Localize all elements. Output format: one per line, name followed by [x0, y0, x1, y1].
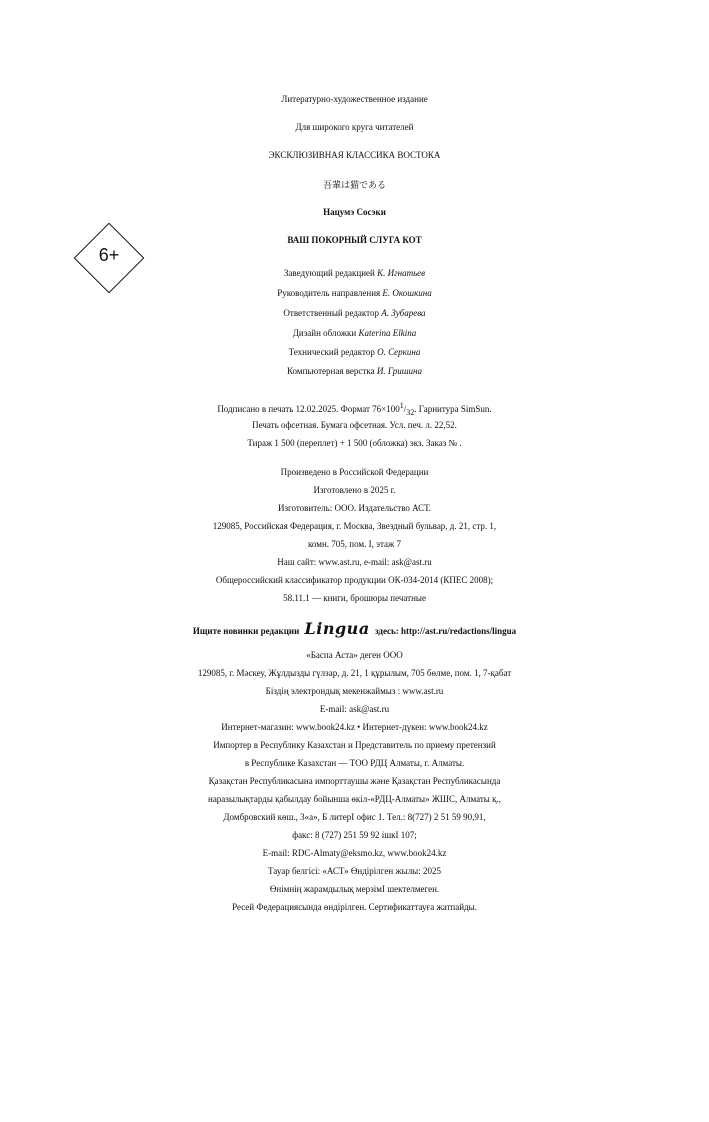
age-rating-label: 6+ — [98, 245, 120, 265]
credit-line: Руководитель направления Е. Окошкина — [277, 288, 432, 298]
kazakh-line: Импортер в Республику Казахстан и Представитель по приему претензий — [213, 740, 496, 750]
lingua-promo: Ищите новинки редакции Lingua здесь: http://ast.ru/redactions/lingua — [192, 619, 517, 638]
print-run: Тираж 1 500 (переплет) + 1 500 (обложка) экз. Заказ № . — [247, 438, 462, 448]
kazakh-line: E-mail: RDC-Almaty@eksmo.kz, www.book24.kz — [262, 848, 447, 858]
kazakh-line: Ресей Федерациясында өндірілген. Сертификаттауға жатпайды. — [232, 902, 477, 912]
print-format: Подписано в печать 12.02.2025. Формат $76\times 100^1/_{32}$. Гарнитура SimSun. — [217, 401, 492, 417]
book-title: ВАШ ПОКОРНЫЙ СЛУГА КОТ — [287, 235, 422, 245]
series-name: ЭКСКЛЮЗИВНАЯ КЛАССИКА ВОСТОКА — [268, 150, 441, 160]
kazakh-line: 129085, г. Мәскеу, Жұлдызды гүлзар, д. 21, 1 құрылым, 705 бөлме, пом. 1, 7-қабат — [197, 668, 512, 678]
production-line: 129085, Российская Федерация, г. Москва, Звездный бульвар, д. 21, стр. 1, — [212, 521, 497, 531]
kazakh-line: Өнімнің жарамдылық мерзімІ шектелмеген. — [269, 884, 440, 894]
audience: Для широкого круга читателей — [295, 122, 414, 132]
credit-line: Заведующий редакцией К. Игнатьев — [283, 268, 426, 278]
production-line: Изготовитель: ООО. Издательство АСТ. — [277, 503, 432, 513]
production-line: Наш сайт: www.ast.ru, e-mail: ask@ast.ru — [277, 557, 432, 567]
kazakh-line: Домбровский көш., 3«а», Б литерІ офис 1. Тел.: 8(727) 2 51 59 90,91, — [223, 812, 486, 822]
author-name: Нацумэ Сосэки — [323, 207, 386, 217]
kazakh-line: E-mail: ask@ast.ru — [319, 704, 390, 714]
kazakh-line: Қазақстан Республикасына импорттаушы және Қазақстан Республикасында — [208, 776, 501, 786]
credit-line: Дизайн обложки Katerina Elkina — [292, 328, 417, 338]
kazakh-line: Біздің электрондық мекенжаймыз : www.ast.ru — [265, 686, 444, 696]
production-line: Общероссийский классификатор продукции ОК-034-2014 (КПЕС 2008); — [215, 575, 494, 585]
kazakh-line: факс: 8 (727) 251 59 92 ішкІ 107; — [292, 830, 417, 840]
credit-line: Технический редактор О. Серкина — [288, 347, 421, 357]
lingua-logo: Lingua — [304, 619, 370, 638]
production-line: комн. 705, пом. I, этаж 7 — [308, 539, 401, 549]
kazakh-line: наразылықтарды қабылдау бойынша өкіл-«РДЦ-Алматы» ЖШС, Алматы қ., — [208, 794, 501, 804]
credit-line: Ответственный редактор А. Зубарева — [283, 308, 426, 318]
kazakh-line: Интернет-магазин: www.book24.kz • Интернет-дүкен: www.book24.kz — [221, 722, 488, 732]
production-line: 58.11.1 — книги, брошюры печатные — [283, 593, 426, 603]
production-line: Изготовлено в 2025 г. — [313, 485, 396, 495]
credit-line: Компьютерная верстка И. Гришина — [287, 366, 422, 376]
kazakh-line: Тауар белгісі: «АСТ» Өндірілген жылы: 2025 — [268, 866, 441, 876]
print-paper: Печать офсетная. Бумага офсетная. Усл. печ. л. 22,52. — [252, 420, 457, 430]
original-title: 吾輩は猫である — [322, 180, 386, 190]
edition-type: Литературно-художественное издание — [281, 94, 428, 104]
production-line: Произведено в Российской Федерации — [280, 467, 429, 477]
kazakh-line: в Республике Казахстан — ТОО РДЦ Алматы, г. Алматы. — [244, 758, 465, 768]
kazakh-line: «Баспа Аста» деген ООО — [306, 650, 403, 660]
